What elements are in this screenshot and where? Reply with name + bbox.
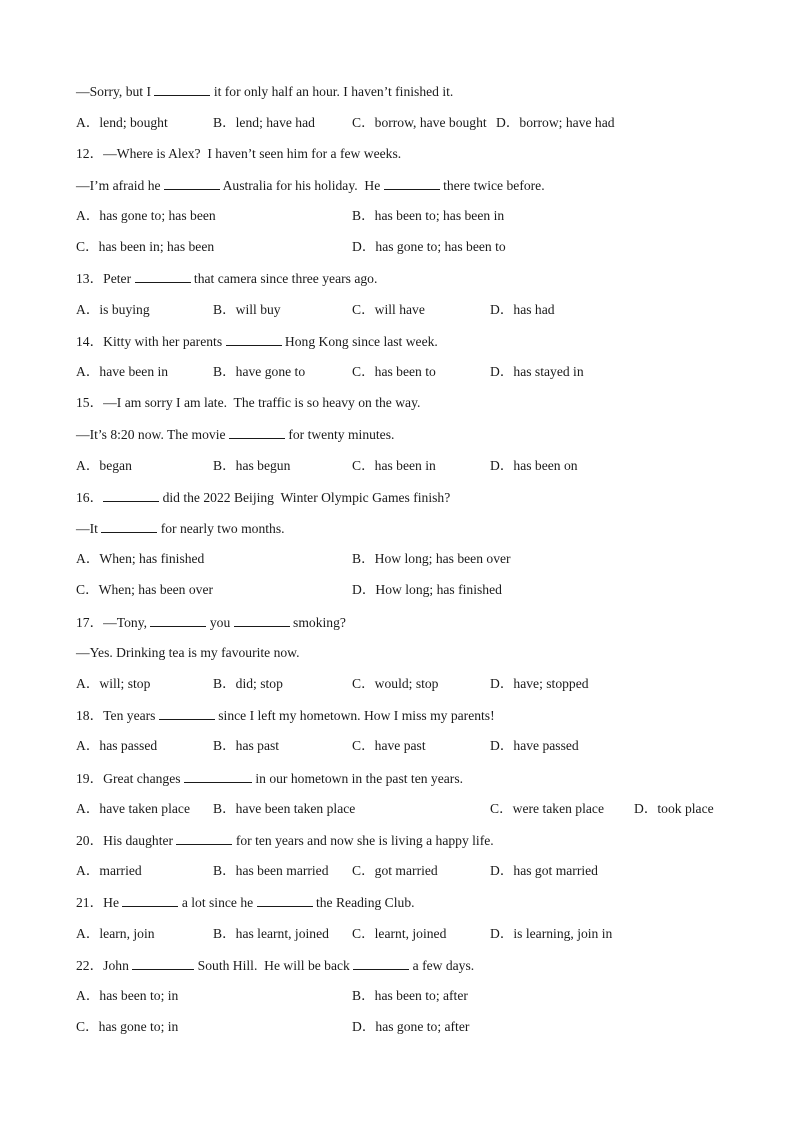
option-d: D．has gone to; after — [352, 1019, 470, 1034]
question-20-stem: 20．His daughter for ten years and now she is living a happy life. — [76, 833, 494, 848]
question-12-line-2: —I’m afraid he Australia for his holiday. He there twice before. — [76, 178, 545, 193]
option-d: D．took place — [634, 801, 714, 816]
option-b: B．have been taken place — [213, 801, 356, 816]
answer-blank — [176, 832, 232, 845]
question-18-stem: 18．Ten years since I left my hometown. How I miss my parents! — [76, 708, 495, 723]
option-b: B．has been married — [213, 863, 329, 878]
answer-blank — [159, 707, 215, 720]
option-b: B．did; stop — [213, 676, 283, 691]
question-13-stem: 13．Peter that camera since three years ago. — [76, 271, 378, 286]
answer-blank — [384, 177, 440, 190]
question-21-stem: 21．He a lot since he the Reading Club. — [76, 895, 415, 910]
question-17-line-2: —Yes. Drinking tea is my favourite now. — [76, 645, 300, 660]
answer-blank — [101, 520, 157, 533]
option-d: D．has been on — [490, 458, 578, 473]
answer-blank — [103, 489, 159, 502]
option-a: A．lend; bought — [76, 115, 168, 130]
option-c: C．has been in — [352, 458, 436, 473]
question-14-stem: 14．Kitty with her parents Hong Kong since last week. — [76, 334, 438, 349]
option-c: C．will have — [352, 302, 425, 317]
answer-blank — [229, 426, 285, 439]
option-d: D．How long; has finished — [352, 582, 502, 597]
option-b: B．have gone to — [213, 364, 306, 379]
option-d: D．has had — [490, 302, 555, 317]
option-a: A．learn, join — [76, 926, 155, 941]
option-a: A．will; stop — [76, 676, 151, 691]
question-15-line-2: —It’s 8:20 now. The movie for twenty minutes. — [76, 427, 395, 442]
option-a: A．When; has finished — [76, 551, 205, 566]
option-b: B．has been to; after — [352, 988, 468, 1003]
option-d: D．have passed — [490, 738, 579, 753]
question-22-stem: 22．John South Hill. He will be back a few days. — [76, 958, 475, 973]
option-c: C．learnt, joined — [352, 926, 447, 941]
option-c: C．were taken place — [490, 801, 604, 816]
answer-blank — [184, 770, 252, 783]
option-a: A．has passed — [76, 738, 158, 753]
option-b: B．has past — [213, 738, 280, 753]
option-c: C．got married — [352, 863, 438, 878]
option-d: D．has got married — [490, 863, 598, 878]
option-c: C．has been to — [352, 364, 436, 379]
option-b: B．will buy — [213, 302, 281, 317]
option-a: A．have taken place — [76, 801, 190, 816]
question-19-stem: 19．Great changes in our hometown in the past ten years. — [76, 771, 464, 786]
option-a: A．married — [76, 863, 142, 878]
option-a: A．is buying — [76, 302, 150, 317]
option-c: C．would; stop — [352, 676, 439, 691]
question-16-line-2: —It for nearly two months. — [76, 521, 285, 536]
option-a: A．began — [76, 458, 132, 473]
option-c: C．When; has been over — [76, 582, 214, 597]
option-c: C．has gone to; in — [76, 1019, 179, 1034]
option-d: D．have; stopped — [490, 676, 589, 691]
option-a: A．have been in — [76, 364, 169, 379]
option-c: C．have past — [352, 738, 426, 753]
answer-blank — [234, 614, 290, 627]
answer-blank — [135, 270, 191, 283]
answer-blank — [132, 957, 194, 970]
question-17-stem: 17．—Tony, you smoking? — [76, 615, 346, 630]
option-b: B．lend; have had — [213, 115, 315, 130]
option-d: D．borrow; have had — [496, 115, 615, 130]
question-11-line: —Sorry, but I it for only half an hour. I haven’t finished it. — [76, 84, 454, 99]
answer-blank — [353, 957, 409, 970]
option-d: D．is learning, join in — [490, 926, 613, 941]
option-b: B．How long; has been over — [352, 551, 511, 566]
answer-blank — [257, 894, 313, 907]
answer-blank — [226, 333, 282, 346]
option-d: D．has stayed in — [490, 364, 584, 379]
option-c: C．has been in; has been — [76, 239, 215, 254]
question-15-stem: 15．—I am sorry I am late. The traffic is so heavy on the way. — [76, 395, 421, 410]
option-b: B．has begun — [213, 458, 291, 473]
answer-blank — [150, 614, 206, 627]
answer-blank — [164, 177, 220, 190]
question-16-stem: 16． did the 2022 Beijing Winter Olympic Games finish? — [76, 490, 451, 505]
option-b: B．has been to; has been in — [352, 208, 505, 223]
option-a: A．has gone to; has been — [76, 208, 216, 223]
option-c: C．borrow, have bought — [352, 115, 487, 130]
answer-blank — [154, 83, 210, 96]
question-12-stem: 12．—Where is Alex? I haven’t seen him for a few weeks. — [76, 146, 402, 161]
option-d: D．has gone to; has been to — [352, 239, 506, 254]
option-a: A．has been to; in — [76, 988, 179, 1003]
option-b: B．has learnt, joined — [213, 926, 329, 941]
answer-blank — [122, 894, 178, 907]
